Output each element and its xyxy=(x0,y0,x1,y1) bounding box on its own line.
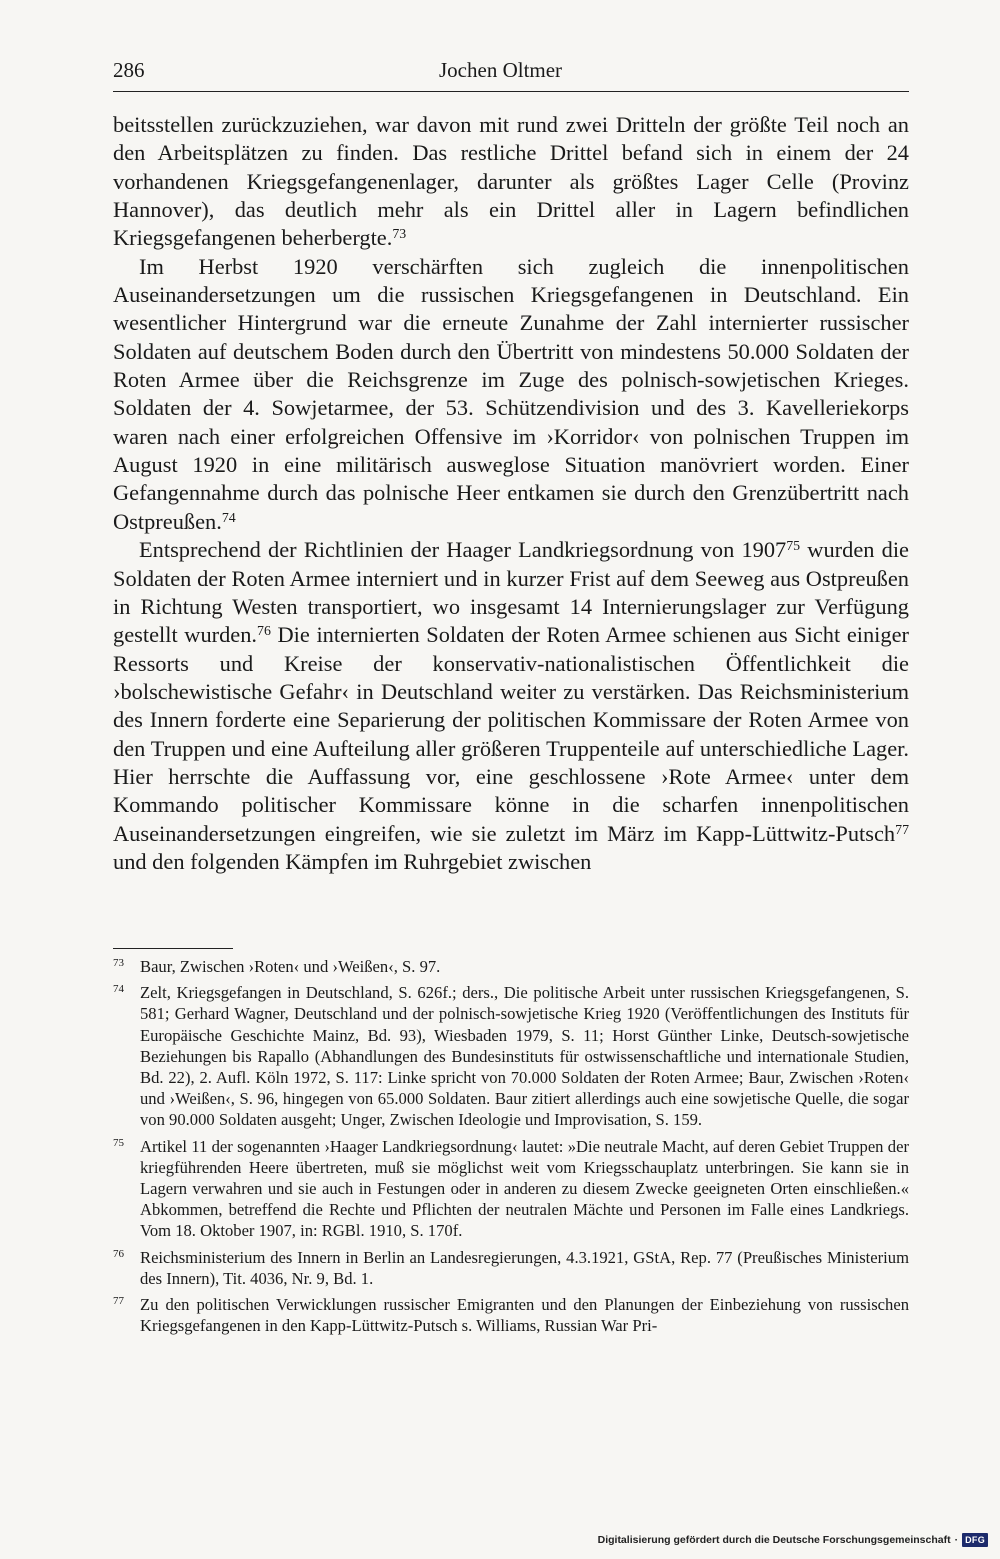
footnote-ref[interactable]: 75 xyxy=(786,539,801,555)
footnote xyxy=(113,1294,909,1336)
page-header xyxy=(113,58,909,88)
footnote xyxy=(113,982,909,1130)
footnotes xyxy=(113,956,909,1341)
funding-notice xyxy=(598,1531,988,1549)
paragraph xyxy=(113,111,909,253)
footnote-number: 77 xyxy=(113,1295,124,1308)
footnote xyxy=(113,956,909,977)
funding-notice-text: Digitalisierung gefördert durch die Deutsche Forschungsgemeinschaft xyxy=(597,1534,951,1546)
footnote-text: Zelt, Kriegsgefangen in Deutschland, S. 626f.; ders., Die politische Arbeit unter russischen Kriegsgefangenen, S. 581; Gerhard Wagner, Deutschland und der polnisch-sowjetische Krieg 1920 (Veröffentlichungen des Instituts für Europäische Geschichte Mainz, Bd. 93), Wiesbaden 1979, S. 11; Horst Günther Linke, Deutsch-sowjetische Beziehungen bis Rapallo (Abhandlungen des Bundesinstituts für ostwissenschaftliche und internationale Studien, Bd. 22), 2. Aufl. Köln 1972, S. 117: Linke spricht von 70.000 Soldaten der Roten Armee; Baur, Zwischen ›Roten‹ und ›Weißen‹, S. 96, hingegen von 65.000 Soldaten. Baur zitiert allerdings auch eine sowjetische Quelle, die sogar von 90.000 Soldaten ausgeht; Unger, Zwischen Ideologie und Improvisation, S. 159. xyxy=(140,983,909,1130)
body-text xyxy=(113,111,909,876)
footnote-text: Reichsministerium des Innern in Berlin an Landesregierungen, 4.3.1921, GStA, Rep. 77 (Preußisches Ministerium des Innern), Tit. 4036, Nr. 9, Bd. 1. xyxy=(140,1247,909,1288)
footnote-number: 76 xyxy=(113,1247,124,1260)
paragraph-text: Die internierten Soldaten der Roten Armee schienen aus Sicht einiger Ressorts und Kreise der konservativ-nationalistischen Öffentlichkeit die ›bolschewistische Gefahr‹ in Deutschland weiter zu verstärken. Das Reichsministerium des Innern forderte eine Separierung der politischen Kommissare der Roten Armee von den Truppen und eine Aufteilung aller größeren Truppenteile auf unterschiedliche Lager. Hier herrschte die Auffassung vor, eine geschlossene ›Rote Armee‹ unter dem Kommando politischer Kommissare könne in die scharfen innenpolitischen Auseinandersetzungen eingreifen, wie sie zuletzt im März im Kapp-Lüttwitz-Putsch xyxy=(113,622,909,846)
header-rule xyxy=(113,91,909,92)
paragraph-text: und den folgenden Kämpfen im Ruhrgebiet zwischen xyxy=(113,848,592,874)
paragraph-text: wurden die Soldaten der Roten Armee interniert und in kurzer Frist auf dem Seeweg aus Ostpreußen in Richtung Westen transportiert, wo insgesamt 14 Internierungslager zur Verfügung gestellt wurden. xyxy=(113,537,909,648)
paragraph-text: Entsprechend der Richtlinien der Haager Landkriegsordnung von 1907 xyxy=(139,537,787,563)
footnote-ref[interactable]: 74 xyxy=(221,510,236,526)
footnote-number: 74 xyxy=(113,983,124,996)
paragraph-text: Im Herbst 1920 verschärften sich zugleich die innenpolitischen Auseinandersetzungen um die russischen Kriegsgefangenen in Deutschland. Ein wesentlicher Hintergrund war die erneute Zunahme der Zahl internierter russischer Soldaten auf deutschem Boden durch den Übertritt von mindestens 50.000 Soldaten der Roten Armee über die Reichsgrenze im Zuge des polnisch-sowjetischen Krieges. Soldaten der 4. Sowjetarmee, der 53. Schützendivision und des 3. Kavelleriekorps waren nach einer erfolgreichen Offensive im ›Korridor‹ von polnischen Truppen im August 1920 in eine militärisch ausweglose Situation manövriert worden. Einer Gefangennahme durch das polnische Heer entkamen sie durch den Grenzübertritt nach Ostpreußen. xyxy=(113,253,909,534)
paragraph xyxy=(113,536,909,876)
footnote-text: Baur, Zwischen ›Roten‹ und ›Weißen‹, S. 97. xyxy=(140,957,441,976)
paragraph xyxy=(113,253,909,536)
footnote-ref[interactable]: 77 xyxy=(895,822,909,838)
footnote-number: 75 xyxy=(113,1136,124,1149)
footnote-ref[interactable]: 76 xyxy=(257,624,271,640)
paragraph-text: beitsstellen zurückzuziehen, war davon mit rund zwei Dritteln der größte Teil noch an den Arbeitsplätzen zu finden. Das restliche Drittel befand sich in einem der 24 vorhandenen Kriegsgefangenenlager, darunter als größtes Lager Celle (Provinz Hannover), das deutlich mehr als ein Drittel aller in Lagern befindlichen Kriegsgefangenen beherbergte. xyxy=(113,112,909,251)
page-number: 286 xyxy=(113,58,145,82)
footnote xyxy=(113,1136,909,1242)
footnote-number: 73 xyxy=(113,957,124,969)
footnote-text: Artikel 11 der sogenannten ›Haager Landkriegsordnung‹ lautet: »Die neutrale Macht, auf deren Gebiet Truppen der kriegführenden Heere übertreten, muß sie möglichst weit vom Kriegsschauplatz unterbringen. Sie kann sie in Lagern verwahren und sie auch in Festungen oder in anderen zu diesem Zwecke geeigneten Orten einschließen.« Abkommen, betreffend die Rechte und Pflichten der neutralen Mächte und Personen im Falle eines Landkriegs. Vom 18. Oktober 1907, in: RGBl. 1910, S. 170f. xyxy=(140,1136,909,1241)
dfg-logo: DFG xyxy=(962,1533,988,1547)
funding-notice-separator: · xyxy=(954,1534,959,1546)
footnote-ref[interactable]: 73 xyxy=(392,227,407,243)
footnote-rule xyxy=(113,948,233,949)
running-head: Jochen Oltmer xyxy=(439,58,563,82)
footnote xyxy=(113,1247,909,1289)
footnote-text: Zu den politischen Verwicklungen russischer Emigranten und den Planungen der Einbeziehung von russischen Kriegsgefangenen in den Kapp-Lüttwitz-Putsch s. Williams, Russian War Pri- xyxy=(140,1295,909,1336)
